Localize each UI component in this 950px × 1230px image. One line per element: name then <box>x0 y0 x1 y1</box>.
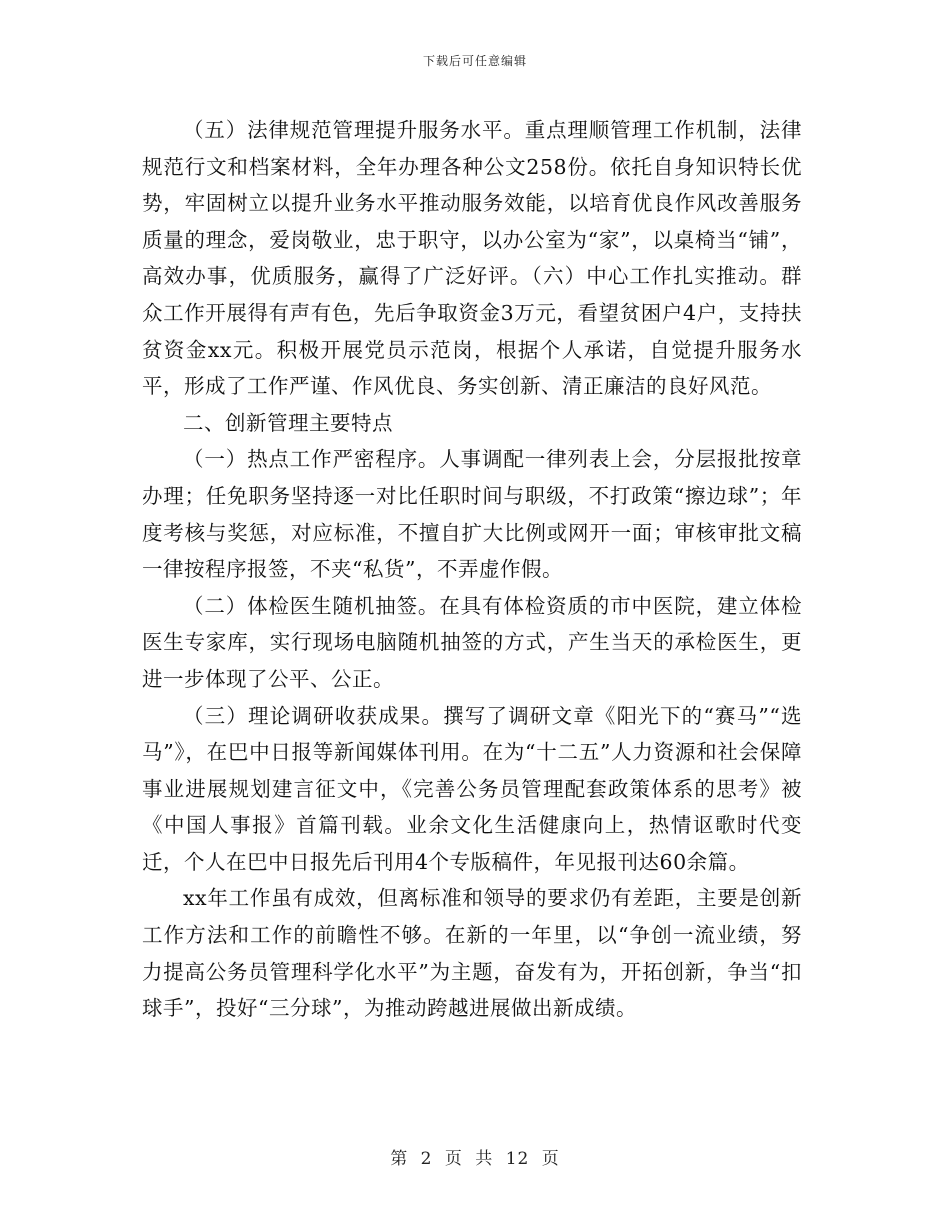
paragraph-strict-procedure: （一）热点工作严密程序。人事调配一律列表上会，分层报批按章办理；任免职务坚持逐一对比任职时间与职级，不打政策“擦边球”；年度考核与奖惩，对应标准，不擅自扩大比例或网开一面；审核审批文稿一律按程序报签，不夹“私货”，不弄虚作假。 <box>142 447 802 582</box>
paragraph-service-level: （五）法律规范管理提升服务水平。重点理顺管理工作机制，法律规范行文和档案材料，全年办理各种公文258份。依托自身知识特长优势，牢固树立以提升业务水平推动服务效能，以培育优良作风改善服务质量的理念，爱岗敬业，忠于职守，以办公室为“家”，以桌椅当“铺”， 高效办事，优质服务，赢得了广泛好评。（六）中心工作扎实推动。群众工作开展得有声有色，先后争取资金3万元，看望贫困户4户，支持扶贫资金xx元。积极开展党员示范岗，根据个人承诺，自觉提升服务水平，形成了工作严谨、作风优良、务实创新、清正廉洁的良好风范。 <box>142 118 802 399</box>
document-body <box>142 112 802 1027</box>
paragraph-research-results: （三）理论调研收获成果。撰写了调研文章《阳光下的“赛马”“选马”》，在巴中日报等新闻媒体刊用。在为“十二五”人力资源和社会保障事业进展规划建言征文中，《完善公务员管理配套政策体系的思考》被《中国人事报》首篇刊载。业余文化生活健康向上，热情讴歌时代变迁，个人在巴中日报先后刊用4个专版稿件，年见报刊达60余篇。 <box>142 703 802 874</box>
paragraph-summary: xx年工作虽有成效，但离标准和领导的要求仍有差距，主要是创新工作方法和工作的前瞻性不够。在新的一年里，以“争创一流业绩，努力提高公务员管理科学化水平”为主题，奋发有为，开拓创新，争当“扣球手”，投好“三分球”，为推动跨越进展做出新成绩。 <box>142 886 802 1021</box>
paragraph-random-draw: （二）体检医生随机抽签。在具有体检资质的市中医院，建立体检医生专家库，实行现场电脑随机抽签的方式，产生当天的承检医生，更进一步体现了公平、公正。 <box>142 593 802 691</box>
section-heading-innovation: 二、创新管理主要特点 <box>183 410 393 435</box>
page-footer: 第 2 页 共 12 页 <box>390 1149 560 1169</box>
header-note: 下载后可任意编辑 <box>422 54 527 68</box>
